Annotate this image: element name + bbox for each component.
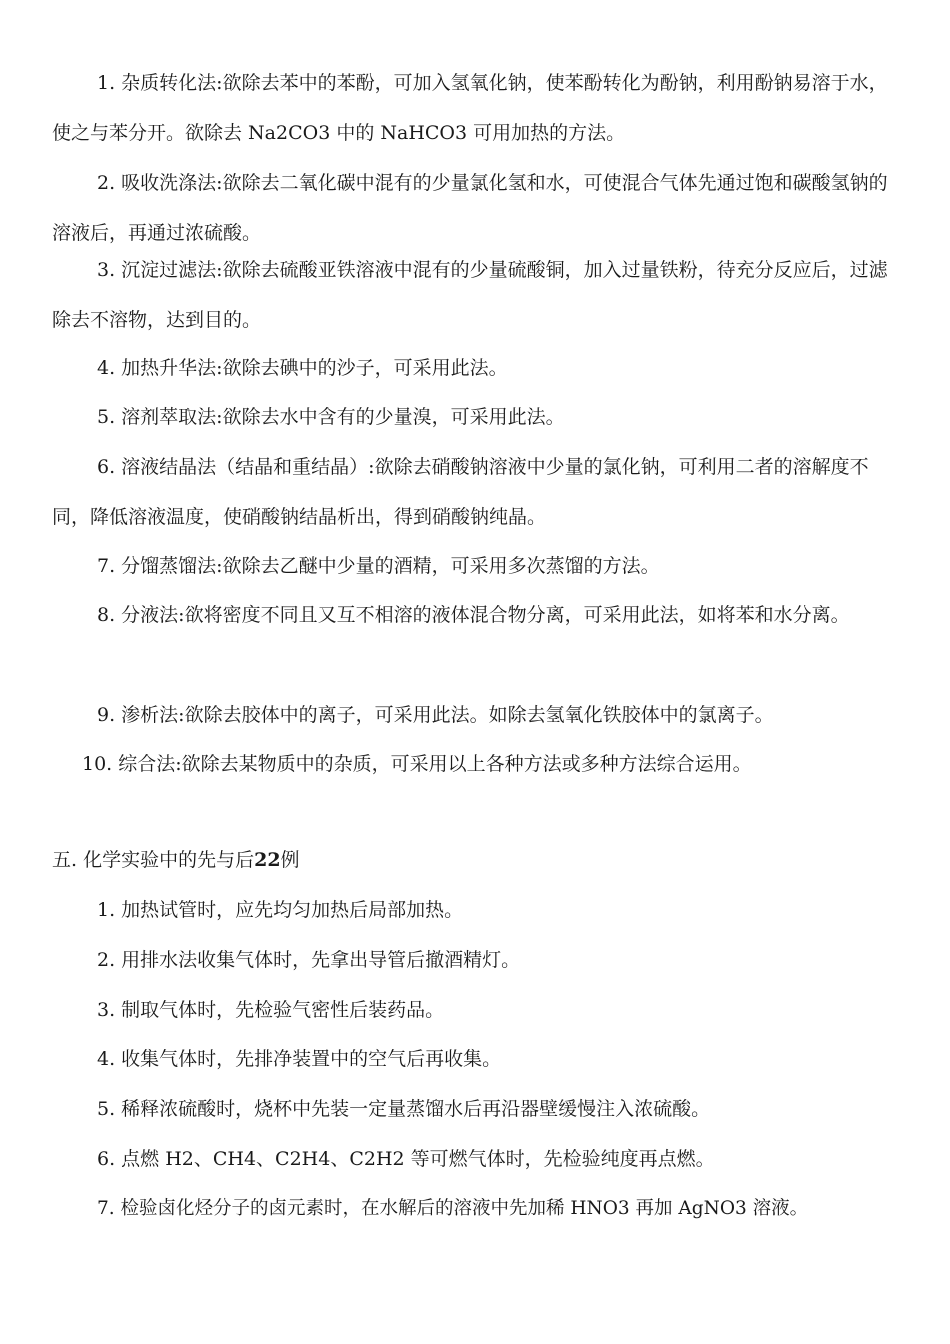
paragraph-method-6: 6. 溶液结晶法（结晶和重结晶）:欲除去硝酸钠溶液中少量的氯化钠，可利用二者的溶解度不同，降低溶液温度，使硝酸钠结晶析出，得到硝酸钠纯晶。 (52, 456, 869, 528)
paragraph-method-1: 1. 杂质转化法:欲除去苯中的苯酚，可加入氢氧化钠，使苯酚转化为酚钠，利用酚钠易溶于水，使之与苯分开。欲除去 Na2CO3 中的 NaHCO3 可用加热的方法。 (52, 72, 888, 144)
section-heading-count: 22 (254, 849, 281, 871)
rule-item-2: 2. 用排水法收集气体时，先拿出导管后撤酒精灯。 (97, 949, 521, 971)
paragraph-method-8: 8. 分液法:欲将密度不同且又互不相溶的液体混合物分离，可采用此法，如将苯和水分离。 (97, 604, 850, 626)
paragraph-method-3: 3. 沉淀过滤法:欲除去硫酸亚铁溶液中混有的少量硫酸铜，加入过量铁粉，待充分反应后，过滤除去不溶物，达到目的。 (52, 259, 888, 331)
section-heading-suffix: 例 (280, 849, 300, 871)
paragraph-method-9: 9. 渗析法:欲除去胶体中的离子，可采用此法。如除去氢氧化铁胶体中的氯离子。 (97, 704, 774, 726)
rule-item-6: 6. 点燃 H2、CH4、C2H4、C2H2 等可燃气体时，先检验纯度再点燃。 (97, 1148, 715, 1170)
paragraph-method-5: 5. 溶剂萃取法:欲除去水中含有的少量溴，可采用此法。 (97, 406, 565, 428)
section-heading-prefix: 五. 化学实验中的先与后 (52, 849, 255, 871)
paragraph-method-10: 10. 综合法:欲除去某物质中的杂质，可采用以上各种方法或多种方法综合运用。 (82, 753, 752, 775)
rule-item-3: 3. 制取气体时，先检验气密性后装药品。 (97, 999, 445, 1021)
paragraph-method-2: 2. 吸收洗涤法:欲除去二氧化碳中混有的少量氯化氢和水，可使混合气体先通过饱和碳酸氢钠的溶液后，再通过浓硫酸。 (52, 172, 888, 244)
paragraph-method-7: 7. 分馏蒸馏法:欲除去乙醚中少量的酒精，可采用多次蒸馏的方法。 (97, 555, 660, 577)
rule-item-1: 1. 加热试管时，应先均匀加热后局部加热。 (97, 899, 464, 921)
rule-item-4: 4. 收集气体时，先排净装置中的空气后再收集。 (97, 1048, 502, 1070)
paragraph-method-4: 4. 加热升华法:欲除去碘中的沙子，可采用此法。 (97, 357, 508, 379)
section-heading (52, 844, 300, 876)
rule-item-7: 7. 检验卤化烃分子的卤元素时，在水解后的溶液中先加稀 HNO3 再加 AgNO3 溶液。 (97, 1198, 809, 1219)
rule-item-5: 5. 稀释浓硫酸时，烧杯中先装一定量蒸馏水后再沿器壁缓慢注入浓硫酸。 (97, 1098, 711, 1120)
